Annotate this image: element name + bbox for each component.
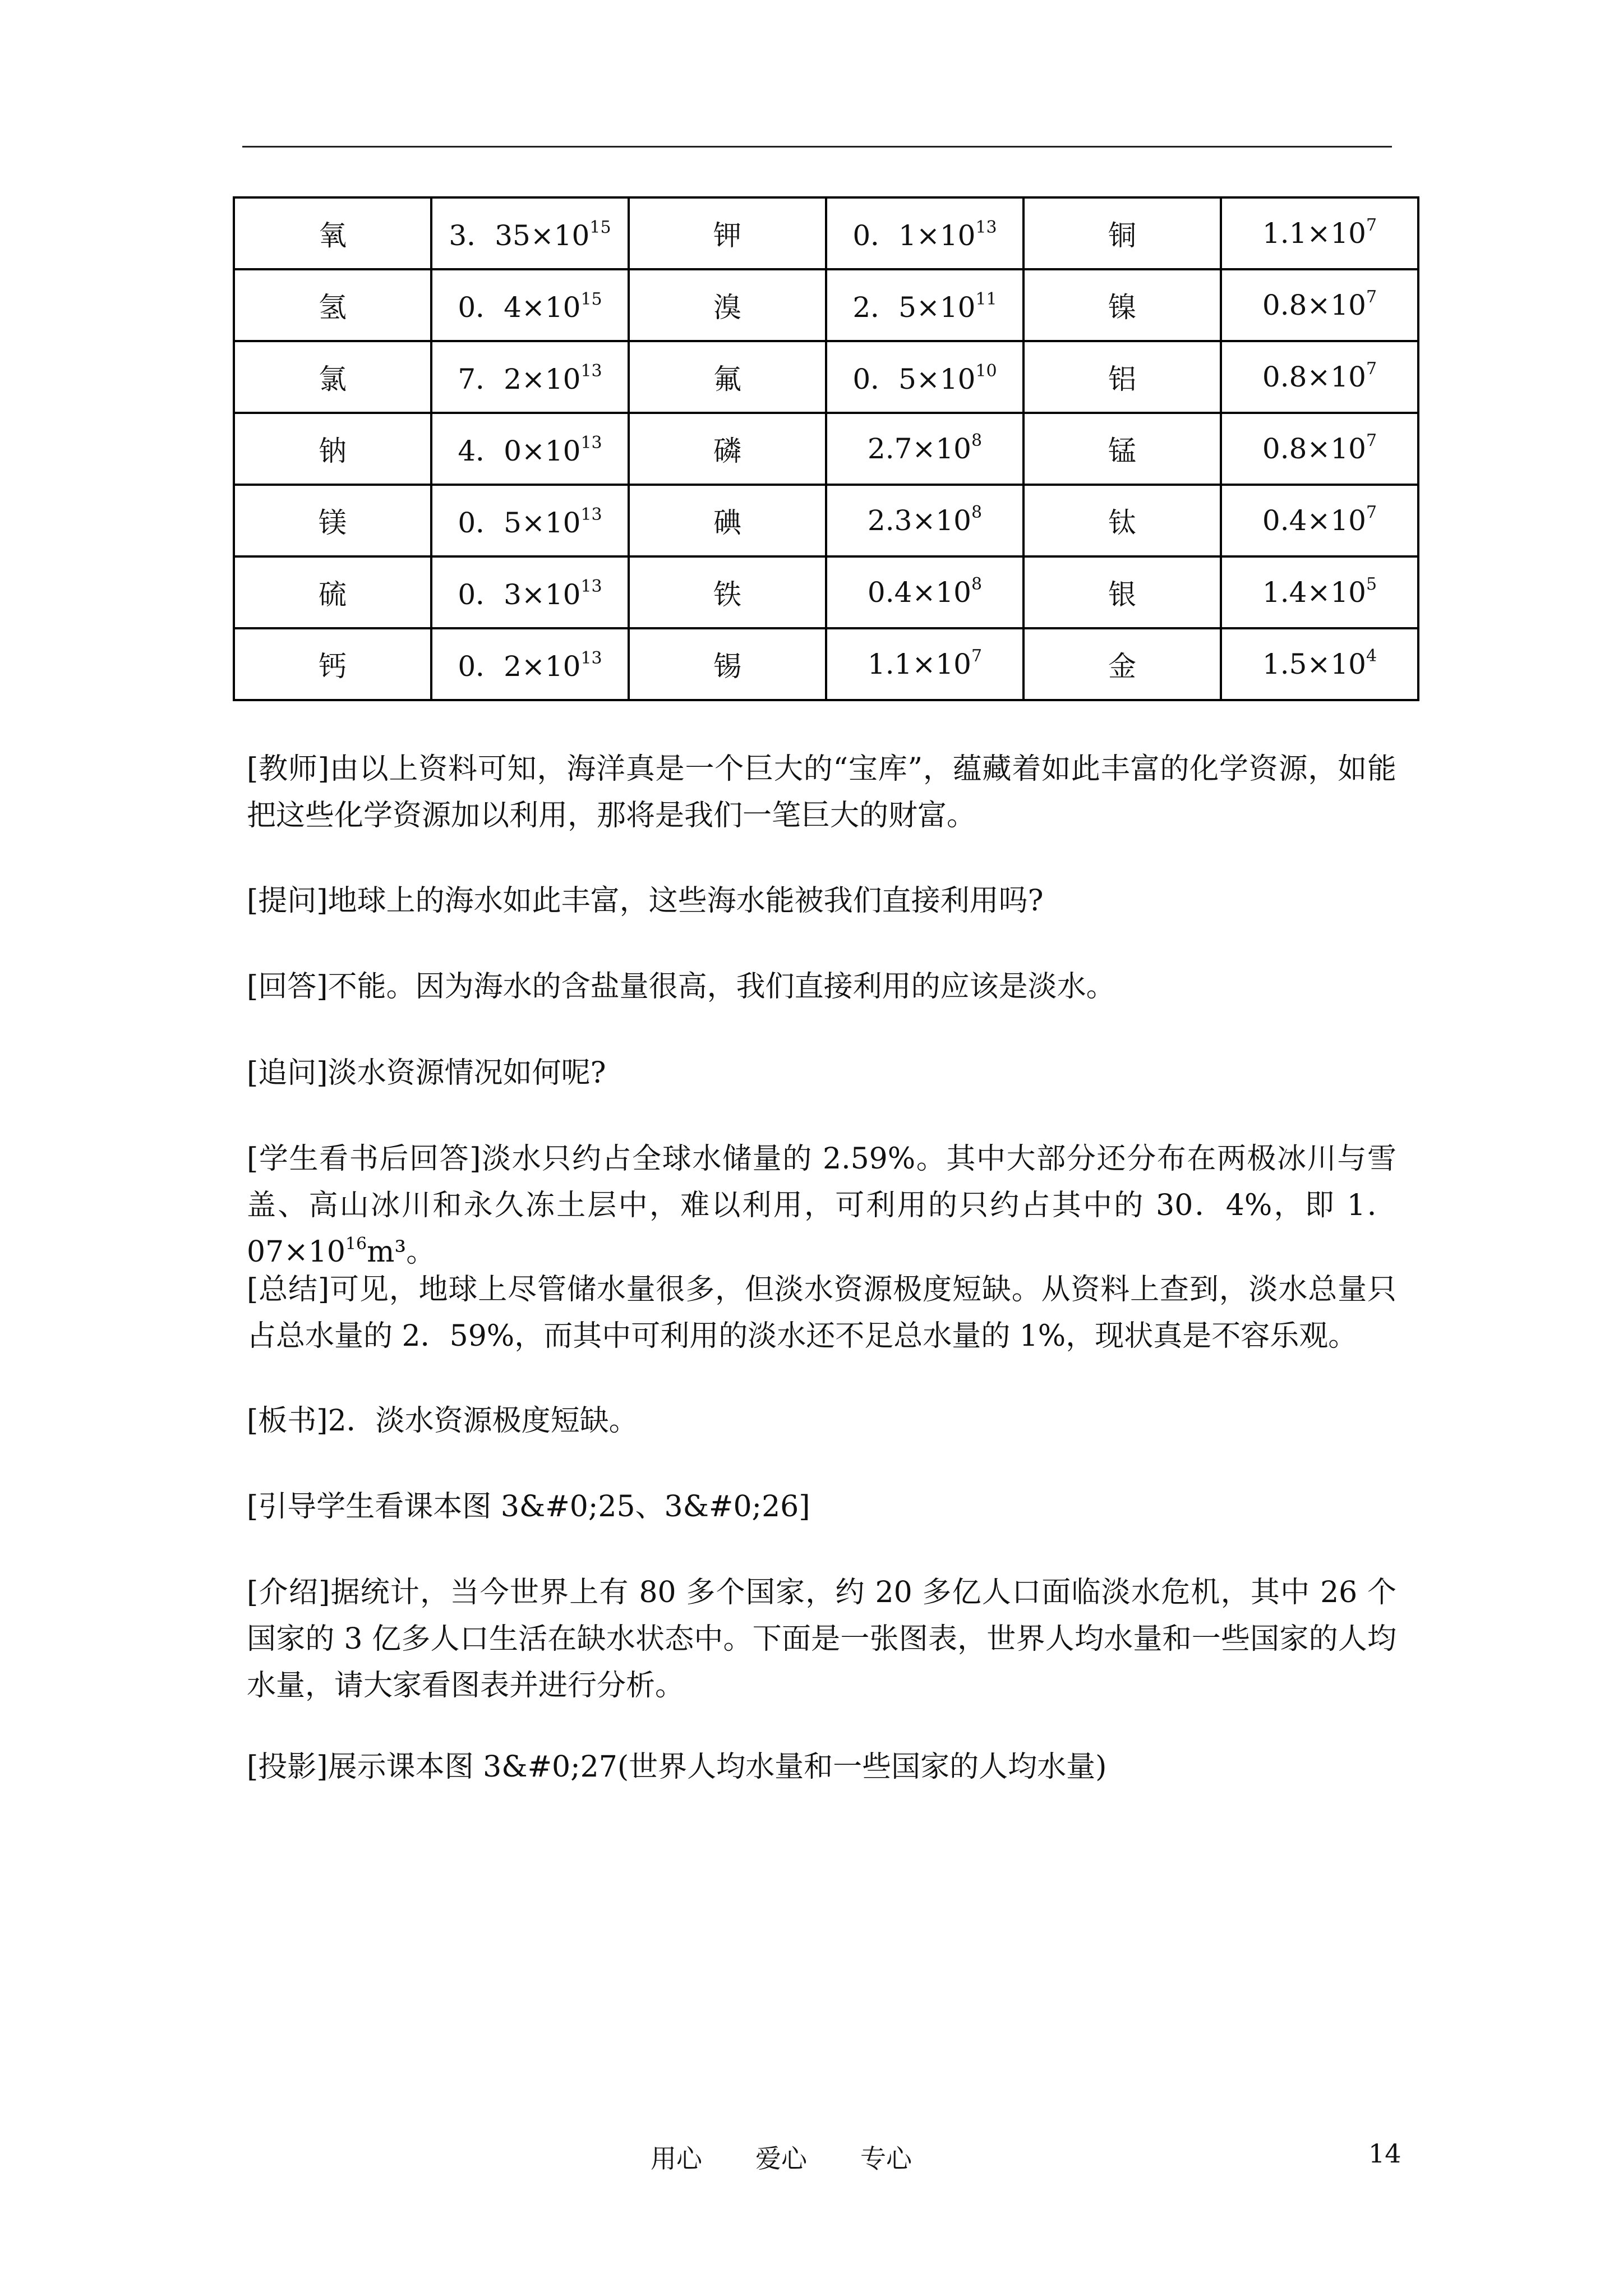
element-amount-cell: [431, 628, 629, 700]
table-row: [234, 197, 1418, 269]
element-amount-exponent: 11: [975, 289, 997, 309]
element-amount-exponent: 8: [971, 431, 983, 450]
element-amount-base: 0.8×10: [1262, 361, 1366, 393]
element-name-cell: 镁: [234, 485, 431, 556]
element-amount-cell: [1221, 269, 1418, 341]
element-amount-base: 0.8×10: [1262, 432, 1366, 465]
element-amount-cell: [826, 413, 1023, 485]
element-name-cell: 银: [1023, 556, 1221, 628]
element-amount-cell: [1221, 341, 1418, 413]
element-amount-cell: [826, 556, 1023, 628]
element-name-cell: 锡: [629, 628, 826, 700]
element-amount-base: 2．5×10: [852, 291, 976, 324]
element-amount-base: 3．35×10: [449, 219, 590, 252]
element-amount-cell: [431, 485, 629, 556]
element-amount-base: 0．3×10: [458, 578, 581, 611]
paragraph-answer: [回答]不能。因为海水的含盐量很高，我们直接利用的应该是淡水。: [247, 970, 1115, 1004]
element-name-cell: 硫: [234, 556, 431, 628]
element-amount-base: 1.4×10: [1262, 576, 1366, 609]
element-amount-base: 2.3×10: [867, 504, 971, 537]
paragraph-guide: [引导学生看课本图 3&#0;25、3&#0;26]: [247, 1490, 810, 1524]
table-row: [234, 341, 1418, 413]
element-amount-cell: [431, 556, 629, 628]
paragraph-projection: [投影]展示课本图 3&#0;27(世界人均水量和一些国家的人均水量): [247, 1750, 1107, 1784]
table-row: [234, 413, 1418, 485]
paragraph-follow-up: [追问]淡水资源情况如何呢?: [247, 1056, 606, 1090]
element-amount-exponent: 10: [975, 361, 997, 381]
element-amount-exponent: 8: [971, 503, 983, 522]
element-name-cell: 氢: [234, 269, 431, 341]
element-name-cell: 镍: [1023, 269, 1221, 341]
element-name-cell: 钙: [234, 628, 431, 700]
table-row: [234, 485, 1418, 556]
element-amount-exponent: 7: [971, 646, 983, 666]
element-amount-exponent: 8: [971, 574, 983, 594]
element-name-cell: 氯: [234, 341, 431, 413]
element-amount-cell: [1221, 485, 1418, 556]
element-amount-exponent: 7: [1366, 359, 1377, 379]
paragraph-teacher: [教师]由以上资料可知，海洋真是一个巨大的“宝库”，蕴藏着如此丰富的化学资源，如能把这些化学资源加以利用，那将是我们一笔巨大的财富。: [247, 752, 1396, 832]
element-name-cell: 铝: [1023, 341, 1221, 413]
element-amount-base: 0．4×10: [458, 291, 581, 324]
header-rule: [242, 146, 1392, 148]
element-amount-cell: [826, 197, 1023, 269]
element-name-cell: 碘: [629, 485, 826, 556]
element-amount-exponent: 13: [580, 577, 602, 596]
element-amount-cell: [826, 628, 1023, 700]
element-amount-base: 4．0×10: [458, 435, 581, 467]
element-name-cell: 钛: [1023, 485, 1221, 556]
element-amount-cell: [431, 269, 629, 341]
element-amount-base: 0.4×10: [867, 576, 971, 609]
paragraph-board: [板书]2．淡水资源极度短缺。: [247, 1404, 638, 1438]
element-amount-exponent: 15: [589, 218, 611, 237]
element-amount-cell: [1221, 628, 1418, 700]
element-name-cell: 铜: [1023, 197, 1221, 269]
element-amount-base: 1.1×10: [867, 648, 971, 680]
footer-motto-1: 用心: [651, 2143, 702, 2174]
element-amount-exponent: 7: [1366, 503, 1377, 522]
element-amount-cell: [1221, 413, 1418, 485]
student-answer-unit: m³。: [367, 1235, 436, 1269]
element-name-cell: 钠: [234, 413, 431, 485]
element-amount-base: 0.4×10: [1262, 504, 1366, 537]
paragraph-question: [提问]地球上的海水如此丰富，这些海水能被我们直接利用吗?: [247, 884, 1044, 918]
element-amount-exponent: 5: [1366, 574, 1377, 594]
element-amount-base: 0．1×10: [852, 219, 976, 252]
student-answer-text: [学生看书后回答]淡水只约占全球水储量的 2.59%。其中大部分还分布在两极冰川与雪盖、高山冰川和永久冻土层中，难以利用，可利用的只约占其中的 30．4%，即 1．07×10: [247, 1142, 1396, 1269]
element-abundance-table: [233, 196, 1419, 701]
element-amount-cell: [1221, 197, 1418, 269]
element-amount-cell: [431, 341, 629, 413]
element-amount-base: 0.8×10: [1262, 289, 1366, 321]
element-amount-base: 7．2×10: [458, 363, 581, 395]
element-name-cell: 金: [1023, 628, 1221, 700]
footer-motto: [651, 2138, 912, 2175]
element-amount-base: 0．5×10: [852, 363, 976, 395]
element-amount-cell: [826, 269, 1023, 341]
element-amount-base: 0．5×10: [458, 507, 581, 539]
element-name-cell: 钾: [629, 197, 826, 269]
footer-motto-2: 爱心: [755, 2143, 807, 2174]
element-amount-exponent: 7: [1366, 287, 1377, 307]
element-amount-cell: [826, 485, 1023, 556]
student-answer-exponent: 16: [345, 1234, 367, 1254]
element-name-cell: 氧: [234, 197, 431, 269]
footer-motto-3: 专心: [860, 2143, 912, 2174]
table-row: [234, 628, 1418, 700]
element-amount-exponent: 7: [1366, 431, 1377, 450]
element-amount-cell: [431, 413, 629, 485]
paragraph-intro: [介绍]据统计，当今世界上有 80 多个国家，约 20 多亿人口面临淡水危机，其中 26 个国家的 3 亿多人口生活在缺水状态中。下面是一张图表，世界人均水量和一些国家的人均水量，请大家看图表并进行分析。: [247, 1576, 1396, 1703]
element-amount-base: 1.1×10: [1262, 217, 1366, 250]
table-row: [234, 556, 1418, 628]
element-amount-exponent: 15: [580, 289, 602, 309]
element-name-cell: 氟: [629, 341, 826, 413]
element-amount-exponent: 13: [580, 433, 602, 453]
element-name-cell: 铁: [629, 556, 826, 628]
element-amount-exponent: 13: [975, 218, 997, 237]
paragraph-summary: [总结]可见，地球上尽管储水量很多，但淡水资源极度短缺。从资料上查到，淡水总量只占总水量的 2．59%，而其中可利用的淡水还不足总水量的 1%，现状真是不容乐观。: [247, 1273, 1396, 1353]
table-row: [234, 269, 1418, 341]
element-amount-base: 1.5×10: [1262, 648, 1366, 680]
element-table-body: [234, 197, 1418, 700]
element-amount-exponent: 7: [1366, 215, 1377, 235]
element-amount-cell: [431, 197, 629, 269]
element-amount-cell: [826, 341, 1023, 413]
element-amount-cell: [1221, 556, 1418, 628]
element-amount-exponent: 13: [580, 505, 602, 524]
page-number: 14: [1368, 2138, 1401, 2169]
element-name-cell: 磷: [629, 413, 826, 485]
element-name-cell: 锰: [1023, 413, 1221, 485]
paragraph-student-answer: [247, 1136, 1396, 1276]
element-amount-exponent: 4: [1366, 646, 1377, 666]
element-amount-exponent: 13: [580, 361, 602, 381]
element-name-cell: 溴: [629, 269, 826, 341]
element-amount-base: 2.7×10: [867, 432, 971, 465]
element-amount-base: 0．2×10: [458, 650, 581, 683]
element-amount-exponent: 13: [580, 648, 602, 668]
